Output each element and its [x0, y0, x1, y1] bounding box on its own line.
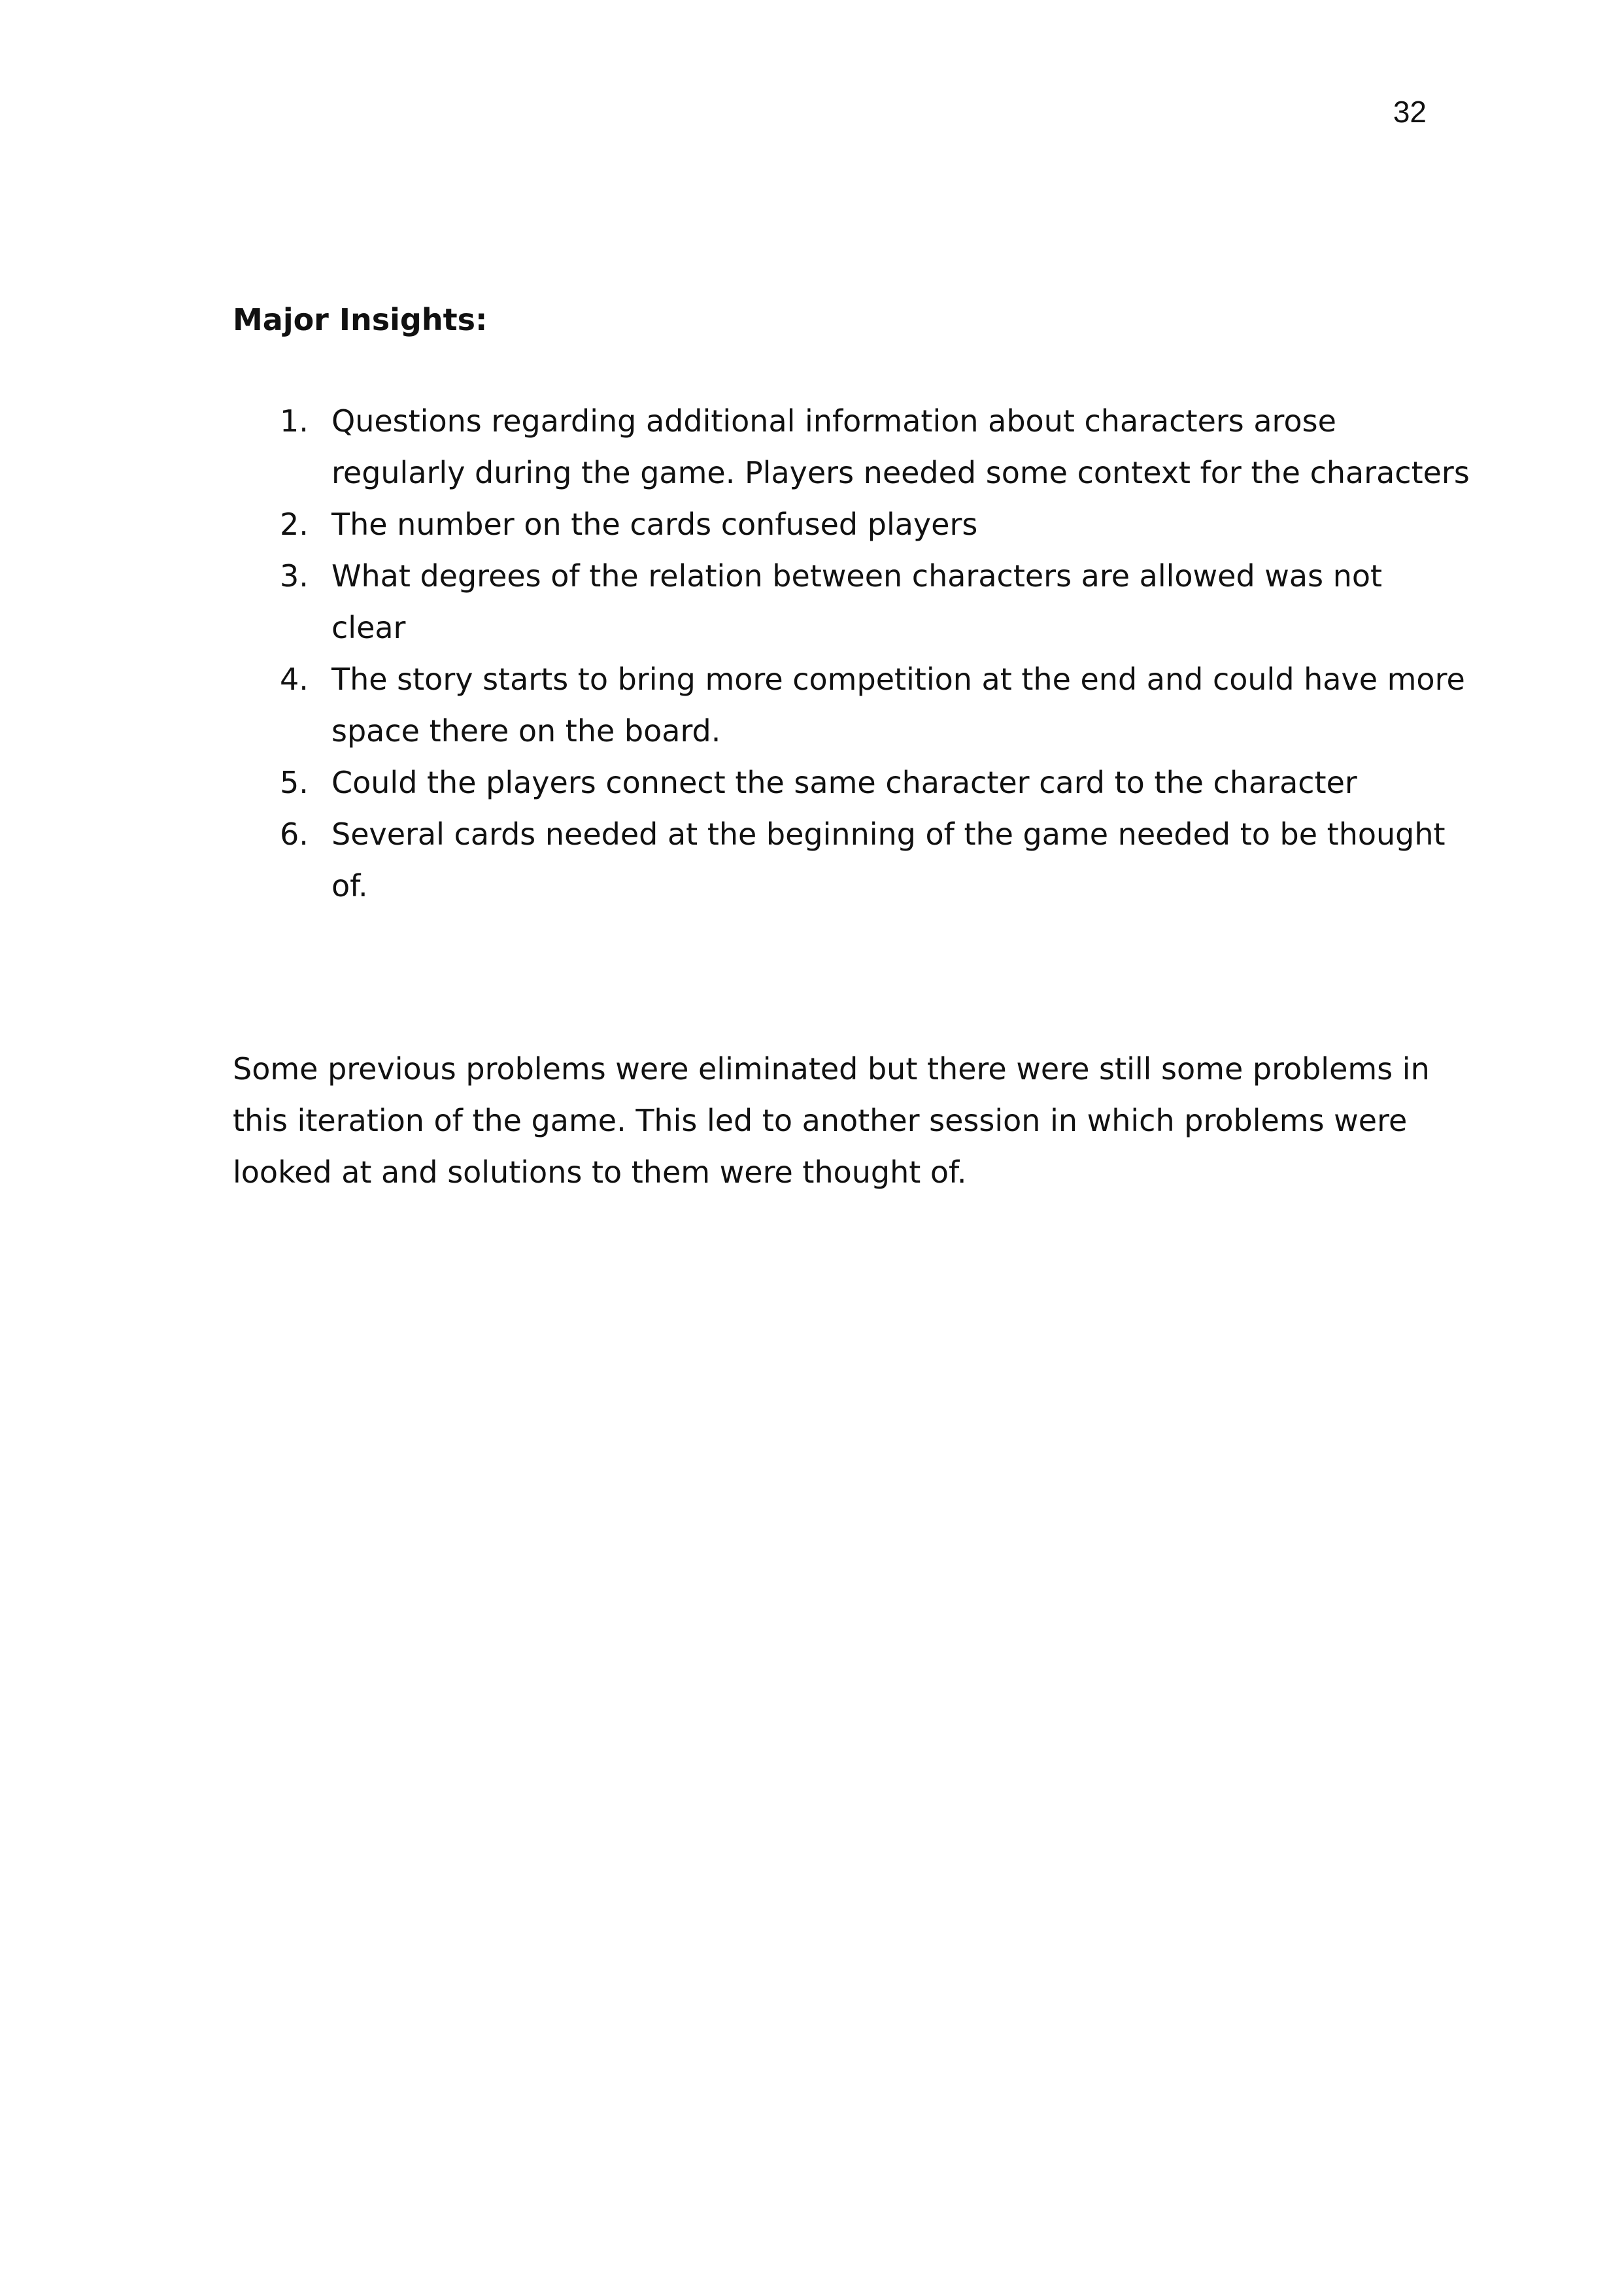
list-item — [233, 757, 1475, 809]
list-item — [233, 550, 1475, 654]
body-paragraph: Some previous problems were eliminated but there were still some problems in this iteration of the game. This led to another session in which problems were looked at and solutions to them were thought of. — [233, 1051, 1430, 1190]
list-item-text: What degrees of the relation between characters are allowed was not clear — [331, 558, 1383, 645]
list-item-text: Several cards needed at the beginning of the game needed to be thought of. — [331, 817, 1446, 903]
list-item-number: 1. — [280, 403, 309, 439]
list-item — [233, 809, 1475, 912]
list-item — [233, 499, 1475, 550]
page-content — [233, 294, 1475, 1198]
list-item-text: The story starts to bring more competition at the end and could have more space there on the board. — [331, 662, 1465, 749]
page-number: 32 — [1393, 95, 1427, 129]
list-item — [233, 396, 1475, 499]
list-item-number: 5. — [280, 765, 309, 800]
list-item-text: Could the players connect the same character card to the character — [331, 765, 1357, 800]
section-heading: Major Insights: — [233, 302, 488, 337]
list-item-text: The number on the cards confused players — [331, 507, 978, 542]
list-item-number: 6. — [280, 817, 309, 852]
list-item-text: Questions regarding additional information about characters arose regularly during the game. Players needed some context for the characters — [331, 403, 1470, 490]
list-item-number: 4. — [280, 662, 309, 697]
list-item-number: 2. — [280, 507, 309, 542]
list-item — [233, 654, 1475, 757]
insights-list — [233, 396, 1475, 912]
list-item-number: 3. — [280, 558, 309, 594]
